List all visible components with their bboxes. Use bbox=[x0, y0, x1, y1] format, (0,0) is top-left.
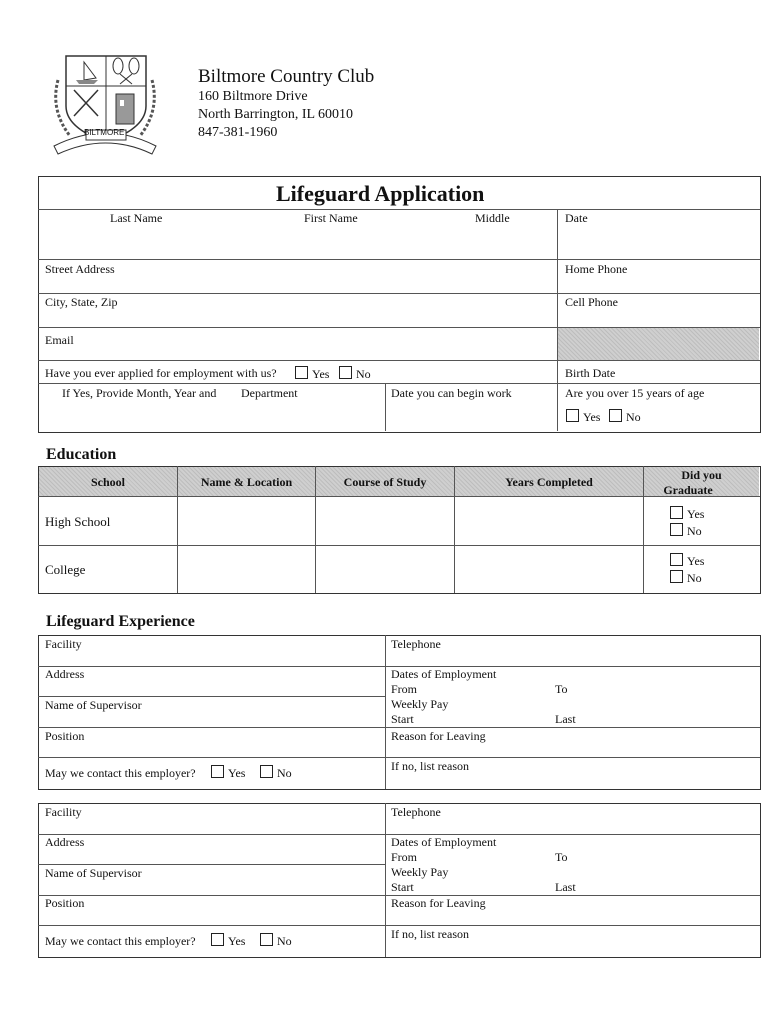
over-15-label: Are you over 15 years of age bbox=[565, 386, 705, 400]
contact-employer-label: May we contact this employer? bbox=[45, 766, 196, 780]
date-field[interactable] bbox=[558, 226, 758, 258]
checkbox-icon bbox=[609, 409, 622, 422]
logo-banner-text: BILTMORE bbox=[84, 128, 125, 137]
checkbox-icon bbox=[211, 765, 224, 778]
checkbox-icon bbox=[566, 409, 579, 422]
date-label: Date bbox=[565, 211, 588, 225]
applied-no-checkbox[interactable] bbox=[339, 366, 371, 382]
telephone-label: Telephone bbox=[391, 637, 441, 651]
reason-for-leaving-label: Reason for Leaving bbox=[391, 896, 486, 910]
home-phone-label: Home Phone bbox=[565, 262, 628, 276]
no-label: No bbox=[356, 367, 371, 381]
no-label: No bbox=[687, 571, 702, 585]
start-label: Start bbox=[391, 880, 414, 894]
college-row-label: College bbox=[45, 562, 86, 577]
position-label: Position bbox=[45, 896, 85, 910]
last-name-label: Last Name bbox=[110, 211, 163, 225]
course-of-study-header: Course of Study bbox=[343, 475, 427, 489]
reason-for-leaving-label: Reason for Leaving bbox=[391, 729, 486, 743]
form-title: Lifeguard Application bbox=[276, 181, 485, 206]
street-address-label: Street Address bbox=[45, 262, 115, 276]
applied-before-label: Have you ever applied for employment with us? bbox=[45, 366, 277, 380]
club-name: Biltmore Country Club bbox=[198, 66, 375, 87]
begin-work-label: Date you can begin work bbox=[391, 386, 512, 400]
address-label: Address bbox=[45, 835, 85, 849]
high-school-row-label: High School bbox=[45, 514, 111, 529]
from-label: From bbox=[391, 682, 418, 696]
contact-yes-checkbox[interactable] bbox=[211, 933, 245, 949]
checkbox-icon bbox=[670, 506, 683, 519]
no-label: No bbox=[277, 934, 292, 948]
contact-no-checkbox[interactable] bbox=[260, 765, 292, 781]
contact-employer-label: May we contact this employer? bbox=[45, 934, 196, 948]
checkbox-icon bbox=[260, 933, 273, 946]
last-label: Last bbox=[555, 712, 576, 726]
club-phone: 847-381-1960 bbox=[198, 125, 278, 140]
weekly-pay-label: Weekly Pay bbox=[391, 697, 449, 711]
address-label: Address bbox=[45, 667, 85, 681]
no-label: No bbox=[277, 766, 292, 780]
hs-graduate-yes[interactable] bbox=[670, 506, 704, 522]
if-yes-label: If Yes, Provide Month, Year and bbox=[62, 386, 217, 400]
club-logo bbox=[48, 50, 160, 160]
dates-of-employment-label: Dates of Employment bbox=[391, 667, 497, 681]
from-label: From bbox=[391, 850, 418, 864]
checkbox-icon bbox=[670, 553, 683, 566]
over15-yes-checkbox[interactable] bbox=[566, 409, 600, 425]
applied-yes-checkbox[interactable] bbox=[295, 366, 329, 382]
start-label: Start bbox=[391, 712, 414, 726]
position-label: Position bbox=[45, 729, 85, 743]
facility-label: Facility bbox=[45, 637, 82, 651]
supervisor-label: Name of Supervisor bbox=[45, 866, 142, 880]
club-address-line1: 160 Biltmore Drive bbox=[198, 89, 308, 104]
checkbox-icon bbox=[339, 366, 352, 379]
yes-label: Yes bbox=[583, 410, 601, 424]
club-address-line2: North Barrington, IL 60010 bbox=[198, 107, 354, 122]
no-label: No bbox=[687, 524, 702, 538]
email-label: Email bbox=[45, 333, 74, 347]
school-header: School bbox=[90, 475, 125, 489]
cell-phone-label: Cell Phone bbox=[565, 295, 618, 309]
checkbox-icon bbox=[295, 366, 308, 379]
last-name-field[interactable] bbox=[39, 226, 556, 258]
over15-no-checkbox[interactable] bbox=[609, 409, 641, 425]
contact-no-checkbox[interactable] bbox=[260, 933, 292, 949]
education-title: Education bbox=[46, 446, 117, 463]
facility-label: Facility bbox=[45, 805, 82, 819]
first-name-label: First Name bbox=[304, 211, 358, 225]
yes-label: Yes bbox=[228, 934, 246, 948]
supervisor-label: Name of Supervisor bbox=[45, 698, 142, 712]
checkbox-icon bbox=[670, 523, 683, 536]
college-graduate-yes[interactable] bbox=[670, 553, 704, 569]
checkbox-icon bbox=[211, 933, 224, 946]
yes-label: Yes bbox=[312, 367, 330, 381]
dates-of-employment-label: Dates of Employment bbox=[391, 835, 497, 849]
checkbox-icon bbox=[260, 765, 273, 778]
checkbox-icon bbox=[670, 570, 683, 583]
last-label: Last bbox=[555, 880, 576, 894]
weekly-pay-label: Weekly Pay bbox=[391, 865, 449, 879]
yes-label: Yes bbox=[687, 507, 705, 521]
department-label: Department bbox=[241, 386, 298, 400]
experience-title: Lifeguard Experience bbox=[46, 613, 195, 630]
contact-yes-checkbox[interactable] bbox=[211, 765, 245, 781]
graduate-header-line2: Graduate bbox=[663, 483, 713, 497]
name-location-header: Name & Location bbox=[200, 475, 293, 489]
graduate-header-line1: Did you bbox=[681, 468, 722, 482]
to-label: To bbox=[555, 850, 568, 864]
if-no-reason-label: If no, list reason bbox=[391, 759, 469, 773]
yes-label: Yes bbox=[228, 766, 246, 780]
city-state-zip-label: City, State, Zip bbox=[45, 295, 118, 309]
if-no-reason-label: If no, list reason bbox=[391, 927, 469, 941]
hs-graduate-no[interactable] bbox=[670, 523, 702, 539]
shaded-cell bbox=[558, 328, 759, 360]
college-graduate-no[interactable] bbox=[670, 570, 702, 586]
middle-label: Middle bbox=[475, 211, 510, 225]
birth-date-label: Birth Date bbox=[565, 366, 616, 380]
yes-label: Yes bbox=[687, 554, 705, 568]
telephone-label: Telephone bbox=[391, 805, 441, 819]
no-label: No bbox=[626, 410, 641, 424]
years-completed-header: Years Completed bbox=[505, 475, 593, 489]
to-label: To bbox=[555, 682, 568, 696]
